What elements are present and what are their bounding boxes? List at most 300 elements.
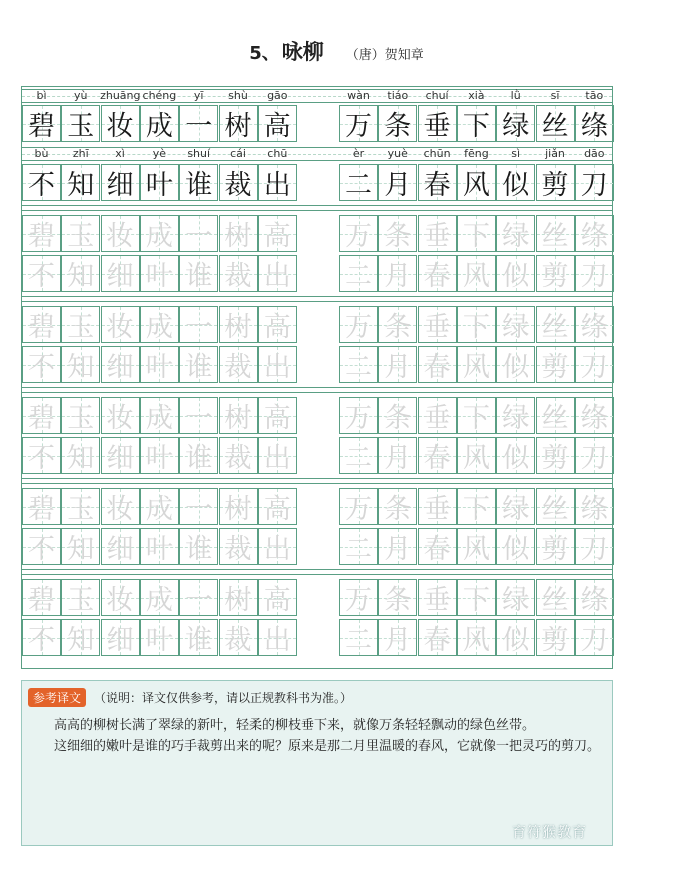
- poem-character: 不: [28, 170, 55, 201]
- poem-character: 条: [384, 111, 412, 142]
- poem-character: 谁: [185, 170, 213, 201]
- tracing-cell: [22, 215, 61, 252]
- poem-character: 一: [185, 111, 213, 142]
- tracing-cell: [575, 306, 614, 343]
- character-cell: [179, 164, 218, 201]
- tracing-character: 绿: [502, 312, 530, 343]
- character-cell: [61, 105, 100, 142]
- character-cell: [219, 105, 258, 142]
- tracing-cell: [378, 346, 417, 383]
- poem-character: 树: [224, 111, 252, 142]
- tracing-character: 叶: [145, 534, 173, 565]
- tracing-cell: [457, 255, 496, 292]
- tracing-character: 垂: [423, 312, 451, 343]
- tracing-character: 碧: [28, 221, 55, 252]
- tracing-cell: [496, 306, 535, 343]
- character-cell: [258, 105, 297, 142]
- tracing-cell: [179, 488, 218, 525]
- tracing-character: 知: [67, 352, 95, 383]
- tracing-character: 出: [263, 625, 291, 656]
- tracing-character: 风: [462, 443, 490, 474]
- poem-character: 妆: [106, 111, 134, 142]
- pinyin: shù: [228, 89, 248, 102]
- tracing-character: 谁: [185, 443, 213, 474]
- tracing-cell: [457, 528, 496, 565]
- poem-character: 知: [67, 170, 95, 201]
- pinyin: xià: [468, 89, 485, 102]
- tracing-character: 月: [384, 261, 412, 292]
- tracing-character: 绿: [502, 494, 530, 525]
- tracing-cell: [101, 437, 140, 474]
- tracing-character: 出: [263, 443, 291, 474]
- tracing-cell: [536, 488, 575, 525]
- tracing-character: 似: [502, 534, 530, 565]
- tracing-character: 丝: [541, 494, 569, 525]
- tracing-cell: [22, 255, 61, 292]
- character-cell: [536, 164, 575, 201]
- tracing-cell: [378, 619, 417, 656]
- pinyin: sī: [550, 89, 560, 102]
- tracing-character: 绿: [502, 221, 530, 252]
- tracing-character: 剪: [541, 534, 569, 565]
- tracing-character: 春: [423, 443, 451, 474]
- poem-character: 下: [462, 111, 490, 142]
- divider-band: [22, 569, 612, 575]
- tracing-character: 碧: [28, 585, 55, 616]
- tracing-character: 刀: [580, 261, 608, 292]
- tracing-cell: [179, 397, 218, 434]
- tracing-character: 条: [384, 494, 412, 525]
- tracing-character: 绦: [580, 403, 608, 434]
- tracing-character: 叶: [145, 625, 173, 656]
- tracing-cell: [339, 437, 378, 474]
- tracing-character: 出: [263, 534, 291, 565]
- tracing-cell: [575, 528, 614, 565]
- pinyin-row: [22, 89, 612, 103]
- pinyin: lǜ: [510, 89, 521, 102]
- tracing-character: 树: [224, 585, 252, 616]
- tracing-character: 万: [345, 585, 372, 616]
- tracing-character: 似: [502, 352, 530, 383]
- tracing-cell: [457, 437, 496, 474]
- tracing-cell: [339, 346, 378, 383]
- tracing-character: 碧: [28, 403, 55, 434]
- tracing-cell: [378, 306, 417, 343]
- writing-grid: [21, 86, 613, 669]
- poem-character: 月: [384, 170, 412, 201]
- tracing-character: 下: [462, 312, 490, 343]
- tracing-cell: [258, 579, 297, 616]
- tracing-cell: [378, 488, 417, 525]
- tracing-character: 条: [384, 221, 412, 252]
- poem-character: 绦: [580, 111, 608, 142]
- tracing-cell: [258, 215, 297, 252]
- tracing-character: 玉: [67, 494, 95, 525]
- poem-character: 丝: [541, 111, 569, 142]
- tracing-character: 刀: [580, 534, 608, 565]
- tracing-cell: [61, 437, 100, 474]
- tracing-cell: [378, 528, 417, 565]
- poem-character: 二: [345, 170, 372, 201]
- reference-badge: 参考译文: [28, 688, 86, 707]
- tracing-cell: [101, 579, 140, 616]
- tracing-cell: [140, 579, 179, 616]
- tracing-cell: [496, 488, 535, 525]
- tracing-cell: [22, 397, 61, 434]
- tracing-character: 知: [67, 443, 95, 474]
- tracing-cell: [418, 579, 457, 616]
- character-cell: [575, 105, 614, 142]
- poem-character: 出: [263, 170, 291, 201]
- tracing-character: 成: [145, 403, 173, 434]
- tracing-character: 裁: [224, 534, 252, 565]
- tracing-cell: [179, 255, 218, 292]
- pinyin: bì: [36, 89, 47, 102]
- tracing-cell: [418, 215, 457, 252]
- tracing-character: 二: [345, 352, 372, 383]
- tracing-cell: [418, 346, 457, 383]
- tracing-character: 妆: [106, 494, 134, 525]
- poem-character: 裁: [224, 170, 252, 201]
- tracing-character: 细: [106, 352, 134, 383]
- poem-character: 垂: [423, 111, 451, 142]
- tracing-cell: [140, 528, 179, 565]
- tracing-cell: [258, 437, 297, 474]
- tracing-character: 月: [384, 443, 412, 474]
- tracing-character: 绦: [580, 221, 608, 252]
- tracing-character: 丝: [541, 312, 569, 343]
- pinyin: gāo: [267, 89, 288, 102]
- pinyin: tāo: [585, 89, 604, 102]
- tracing-cell: [496, 255, 535, 292]
- tracing-character: 妆: [106, 585, 134, 616]
- pinyin: tiáo: [387, 89, 409, 102]
- tracing-character: 剪: [541, 261, 569, 292]
- tracing-character: 月: [384, 625, 412, 656]
- tracing-cell: [219, 488, 258, 525]
- tracing-character: 月: [384, 352, 412, 383]
- poem-character: 春: [423, 170, 451, 201]
- tracing-cell: [140, 306, 179, 343]
- tracing-cell: [101, 619, 140, 656]
- tracing-character: 谁: [185, 534, 213, 565]
- tracing-cell: [378, 215, 417, 252]
- tracing-cell: [339, 488, 378, 525]
- tracing-cell: [22, 619, 61, 656]
- tracing-cell: [101, 306, 140, 343]
- tracing-cell: [536, 579, 575, 616]
- pinyin: yù: [74, 89, 88, 102]
- character-cell: [496, 164, 535, 201]
- tracing-character: 高: [263, 312, 291, 343]
- tracing-cell: [61, 397, 100, 434]
- tracing-character: 丝: [541, 403, 569, 434]
- tracing-cell: [258, 255, 297, 292]
- divider-band: [22, 205, 612, 211]
- tracing-character: 细: [106, 534, 134, 565]
- translation-paragraph-2: 这细细的嫩叶是谁的巧手裁剪出来的呢？原来是那二月里温暖的春风，它就像一把灵巧的剪刀。: [54, 739, 601, 754]
- pinyin: wàn: [347, 89, 370, 102]
- tracing-character: 成: [145, 221, 173, 252]
- tracing-character: 裁: [224, 625, 252, 656]
- tracing-cell: [457, 215, 496, 252]
- tracing-cell: [339, 619, 378, 656]
- poem-character: 剪: [541, 170, 569, 201]
- tracing-character: 不: [28, 261, 55, 292]
- tracing-character: 不: [28, 625, 55, 656]
- tracing-character: 条: [384, 312, 412, 343]
- tracing-cell: [219, 215, 258, 252]
- tracing-cell: [378, 397, 417, 434]
- tracing-character: 玉: [67, 403, 95, 434]
- tracing-character: 不: [28, 352, 55, 383]
- tracing-character: 万: [345, 312, 372, 343]
- tracing-cell: [22, 488, 61, 525]
- tracing-cell: [179, 579, 218, 616]
- tracing-character: 绦: [580, 312, 608, 343]
- pinyin: zhuāng: [100, 89, 141, 102]
- tracing-cell: [418, 397, 457, 434]
- tracing-cell: [378, 255, 417, 292]
- tracing-character: 不: [28, 443, 55, 474]
- tracing-character: 谁: [185, 625, 213, 656]
- tracing-cell: [339, 397, 378, 434]
- tracing-cell: [457, 346, 496, 383]
- tracing-cell: [457, 397, 496, 434]
- tracing-character: 出: [263, 261, 291, 292]
- tracing-character: 裁: [224, 261, 252, 292]
- character-cell: [418, 164, 457, 201]
- tracing-character: 妆: [106, 312, 134, 343]
- tracing-character: 垂: [423, 403, 451, 434]
- character-cell: [457, 105, 496, 142]
- tracing-cell: [219, 619, 258, 656]
- tracing-cell: [101, 397, 140, 434]
- tracing-cell: [101, 488, 140, 525]
- tracing-character: 绦: [580, 585, 608, 616]
- tracing-character: 万: [345, 403, 372, 434]
- tracing-cell: [219, 255, 258, 292]
- tracing-cell: [219, 528, 258, 565]
- tracing-cell: [140, 255, 179, 292]
- character-cell: [378, 105, 417, 142]
- tracing-cell: [179, 215, 218, 252]
- pinyin: fēng: [464, 147, 489, 160]
- tracing-character: 成: [145, 494, 173, 525]
- tracing-character: 叶: [145, 443, 173, 474]
- tracing-cell: [378, 437, 417, 474]
- tracing-cell: [258, 346, 297, 383]
- tracing-cell: [457, 488, 496, 525]
- tracing-cell: [418, 619, 457, 656]
- tracing-cell: [61, 215, 100, 252]
- lesson-number: 5、: [249, 43, 280, 64]
- pinyin: sì: [511, 147, 521, 160]
- watermark: 育符猴教育: [512, 825, 587, 841]
- tracing-cell: [575, 619, 614, 656]
- tracing-cell: [61, 619, 100, 656]
- tracing-character: 绿: [502, 403, 530, 434]
- tracing-cell: [22, 306, 61, 343]
- tracing-character: 垂: [423, 585, 451, 616]
- tracing-character: 玉: [67, 312, 95, 343]
- tracing-character: 叶: [145, 261, 173, 292]
- character-cell: [457, 164, 496, 201]
- tracing-character: 成: [145, 312, 173, 343]
- pinyin: zhī: [72, 147, 89, 160]
- tracing-cell: [61, 255, 100, 292]
- tracing-cell: [101, 528, 140, 565]
- tracing-character: 碧: [28, 494, 55, 525]
- tracing-character: 垂: [423, 494, 451, 525]
- tracing-cell: [101, 255, 140, 292]
- poem-character: 风: [462, 170, 490, 201]
- tracing-character: 高: [263, 403, 291, 434]
- tracing-cell: [536, 346, 575, 383]
- character-cell: [140, 105, 179, 142]
- character-cell: [61, 164, 100, 201]
- reference-note: （说明：译文仅供参考，请以正规教科书为准。）: [94, 691, 353, 705]
- tracing-cell: [418, 437, 457, 474]
- tracing-cell: [536, 397, 575, 434]
- tracing-cell: [339, 306, 378, 343]
- tracing-character: 似: [502, 443, 530, 474]
- character-cell: [140, 164, 179, 201]
- tracing-cell: [258, 488, 297, 525]
- tracing-cell: [496, 619, 535, 656]
- tracing-cell: [61, 346, 100, 383]
- character-cell: [496, 105, 535, 142]
- tracing-character: 下: [462, 221, 490, 252]
- tracing-character: 刀: [580, 443, 608, 474]
- tracing-cell: [219, 437, 258, 474]
- tracing-cell: [219, 346, 258, 383]
- tracing-cell: [219, 306, 258, 343]
- pinyin: cái: [230, 147, 246, 160]
- tracing-cell: [418, 488, 457, 525]
- tracing-cell: [179, 346, 218, 383]
- pinyin: bù: [34, 147, 49, 160]
- pinyin-row: [22, 147, 612, 161]
- tracing-character: 万: [345, 494, 372, 525]
- tracing-character: 春: [423, 625, 451, 656]
- character-cell: [378, 164, 417, 201]
- tracing-cell: [496, 397, 535, 434]
- tracing-character: 二: [345, 261, 372, 292]
- tracing-character: 碧: [28, 312, 55, 343]
- tracing-cell: [575, 397, 614, 434]
- tracing-cell: [339, 255, 378, 292]
- tracing-cell: [258, 528, 297, 565]
- tracing-character: 高: [263, 585, 291, 616]
- tracing-cell: [61, 488, 100, 525]
- tracing-character: 知: [67, 534, 95, 565]
- tracing-cell: [339, 579, 378, 616]
- pinyin: xì: [115, 147, 125, 160]
- tracing-character: 风: [462, 352, 490, 383]
- tracing-cell: [496, 528, 535, 565]
- pinyin: yī: [193, 89, 204, 102]
- tracing-cell: [536, 528, 575, 565]
- poem-character: 成: [145, 111, 173, 142]
- tracing-character: 玉: [67, 221, 95, 252]
- tracing-character: 条: [384, 585, 412, 616]
- character-cell: [22, 164, 61, 201]
- tracing-character: 二: [345, 443, 372, 474]
- tracing-character: 谁: [185, 352, 213, 383]
- tracing-cell: [536, 215, 575, 252]
- tracing-character: 二: [345, 534, 372, 565]
- tracing-character: 一: [185, 221, 213, 252]
- tracing-cell: [22, 346, 61, 383]
- tracing-cell: [339, 215, 378, 252]
- tracing-character: 春: [423, 534, 451, 565]
- tracing-cell: [22, 437, 61, 474]
- character-cell: [536, 105, 575, 142]
- poem-character: 似: [502, 170, 530, 201]
- character-cell: [101, 105, 140, 142]
- tracing-character: 树: [224, 494, 252, 525]
- tracing-cell: [140, 488, 179, 525]
- tracing-cell: [61, 528, 100, 565]
- tracing-character: 知: [67, 261, 95, 292]
- tracing-character: 条: [384, 403, 412, 434]
- tracing-cell: [179, 528, 218, 565]
- tracing-character: 丝: [541, 585, 569, 616]
- tracing-character: 一: [185, 494, 213, 525]
- tracing-character: 树: [224, 221, 252, 252]
- tracing-character: 风: [462, 261, 490, 292]
- tracing-character: 树: [224, 403, 252, 434]
- tracing-cell: [536, 255, 575, 292]
- character-cell: [219, 164, 258, 201]
- tracing-cell: [179, 437, 218, 474]
- tracing-character: 绿: [502, 585, 530, 616]
- poem-character: 玉: [67, 111, 95, 142]
- tracing-cell: [140, 397, 179, 434]
- divider-band: [22, 387, 612, 393]
- tracing-character: 春: [423, 261, 451, 292]
- tracing-cell: [179, 306, 218, 343]
- tracing-character: 谁: [185, 261, 213, 292]
- tracing-cell: [22, 579, 61, 616]
- tracing-character: 丝: [541, 221, 569, 252]
- poem-title: [0, 36, 673, 66]
- tracing-character: 一: [185, 403, 213, 434]
- tracing-cell: [496, 437, 535, 474]
- tracing-character: 下: [462, 585, 490, 616]
- tracing-cell: [219, 397, 258, 434]
- tracing-character: 细: [106, 261, 134, 292]
- tracing-cell: [496, 579, 535, 616]
- tracing-cell: [575, 346, 614, 383]
- tracing-cell: [575, 579, 614, 616]
- tracing-character: 高: [263, 494, 291, 525]
- poem-character: 细: [106, 170, 134, 201]
- tracing-character: 细: [106, 625, 134, 656]
- tracing-cell: [22, 528, 61, 565]
- character-cell: [179, 105, 218, 142]
- tracing-cell: [61, 579, 100, 616]
- tracing-cell: [140, 215, 179, 252]
- tracing-character: 下: [462, 494, 490, 525]
- tracing-character: 绦: [580, 494, 608, 525]
- tracing-character: 树: [224, 312, 252, 343]
- tracing-cell: [339, 528, 378, 565]
- pinyin: shuí: [187, 147, 211, 160]
- tracing-character: 二: [345, 625, 372, 656]
- tracing-character: 剪: [541, 443, 569, 474]
